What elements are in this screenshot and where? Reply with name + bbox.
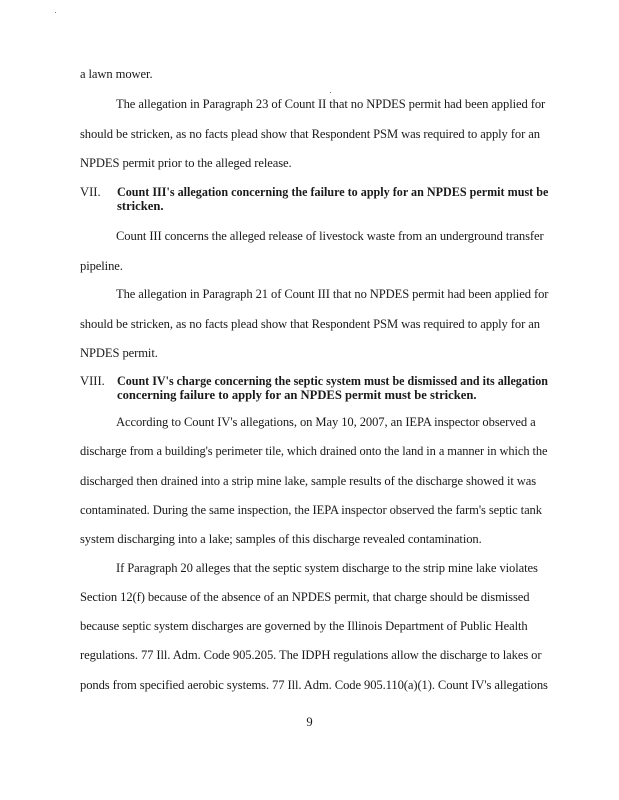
text-line: system discharging into a lake; samples of this discharge revealed contamination. [80, 532, 482, 546]
text-line: a lawn mower. [80, 67, 153, 81]
heading-line: Count IV's charge concerning the septic system must be dismissed and its allegation [117, 374, 548, 388]
scan-speck [55, 12, 56, 13]
text-line: ponds from specified aerobic systems. 77 Ill. Adm. Code 905.110(a)(1). Count IV's allegations [80, 678, 548, 692]
text-line: should be stricken, as no facts plead show that Respondent PSM was required to apply for an [80, 317, 540, 331]
text-line: The allegation in Paragraph 23 of Count II that no NPDES permit had been applied for [116, 97, 546, 111]
text-line: should be stricken, as no facts plead show that Respondent PSM was required to apply for an [80, 127, 540, 141]
text-line: discharged then drained into a strip mine lake, sample results of the discharge showed it was [80, 474, 537, 488]
text-line: regulations. 77 Ill. Adm. Code 905.205. The IDPH regulations allow the discharge to lakes or [80, 648, 542, 662]
heading-number: VIII. [80, 374, 105, 388]
text-line: NPDES permit prior to the alleged release. [80, 156, 292, 170]
text-line: pipeline. [80, 259, 123, 273]
text-line: Section 12(f) because of the absence of an NPDES permit, that charge should be dismissed [80, 590, 530, 604]
text-line: discharge from a building's perimeter tile, which drained onto the land in a manner in which the [80, 444, 548, 458]
text-line: Count III concerns the alleged release of livestock waste from an underground transfer [116, 229, 544, 243]
page-number: 9 [306, 715, 313, 729]
heading-line: stricken. [117, 199, 164, 213]
heading-number: VII. [80, 185, 101, 199]
heading-line: concerning failure to apply for an NPDES permit must be stricken. [117, 388, 477, 402]
text-line: contaminated. During the same inspection, the IEPA inspector observed the farm's septic tank [80, 503, 542, 517]
text-line: because septic system discharges are governed by the Illinois Department of Public Health [80, 619, 528, 633]
text-line: If Paragraph 20 alleges that the septic system discharge to the strip mine lake violates [116, 561, 538, 575]
heading-line: Count III's allegation concerning the failure to apply for an NPDES permit must be [117, 185, 549, 199]
scan-speck [330, 92, 331, 93]
text-line: According to Count IV's allegations, on May 10, 2007, an IEPA inspector observed a [116, 415, 536, 429]
text-line: The allegation in Paragraph 21 of Count III that no NPDES permit had been applied for [116, 287, 549, 301]
text-line: NPDES permit. [80, 346, 158, 360]
